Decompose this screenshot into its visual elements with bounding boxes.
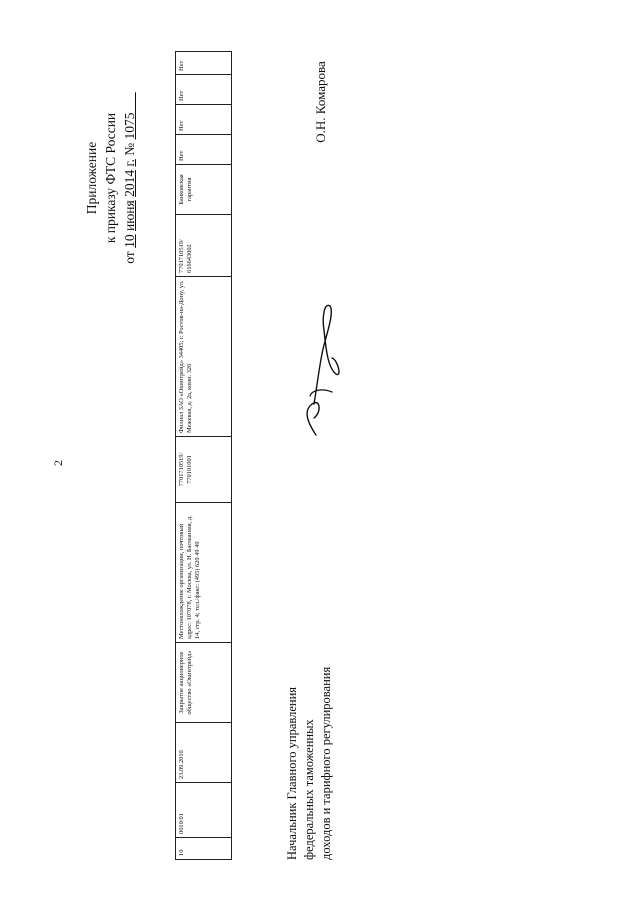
signatory-title-line-2: федеральных таможенных xyxy=(302,719,316,860)
cell-branch: Филиал ЗАО «Окинтрейд» 34405; г. Ростов-на-Дону, ул. Межевая, д. 2а, комн. 326 xyxy=(176,277,232,437)
signer-name: О.Н. Комарова xyxy=(313,61,328,143)
cell-reg-number: 0010/01 xyxy=(176,783,232,838)
cell-branch-inn-kpp: 7701710519/ 616643002 xyxy=(176,215,232,277)
cell-flag-1: Нет xyxy=(176,135,232,165)
cell-flag-2: Нет xyxy=(176,105,232,135)
annex-day: 10 xyxy=(122,234,137,248)
cell-guarantee: Банковская гарантия xyxy=(176,165,232,215)
annex-date-prefix: от xyxy=(122,251,137,264)
annex-number-prefix: № xyxy=(122,142,137,156)
cell-index: 10 xyxy=(176,838,232,860)
annex-year-suffix: г. xyxy=(122,159,137,167)
annex-month: июня xyxy=(122,200,137,232)
annex-number: 1075 xyxy=(122,112,137,140)
registry-table xyxy=(175,52,232,860)
annex-header xyxy=(82,58,142,298)
page-number: 2 xyxy=(51,460,65,466)
signatory-title-line-1: Начальник Главного управления xyxy=(285,686,299,860)
annex-date-line xyxy=(120,58,139,298)
annex-title: Приложение xyxy=(84,141,99,215)
cell-address: Местонахождение организации, почтовый адрес: 107078, г. Москва, ул. Н. Басманная, д. 14, стр. 4; тел./факс: (495) 620 49 49 xyxy=(176,503,232,643)
table-row xyxy=(176,52,232,860)
cell-org-form: Закрытое акционерное общество «Окинтрейд» xyxy=(176,643,232,723)
annex-year: 2014 xyxy=(122,169,137,197)
annex-order-ref: к приказу ФТС России xyxy=(103,112,118,244)
handwritten-signature xyxy=(298,300,348,440)
cell-inn-kpp: 7701710519/ 770101001 xyxy=(176,437,232,503)
cell-flag-4: Нет xyxy=(176,52,232,75)
signatory-title-line-3: доходов и тарифного регулирования xyxy=(319,666,333,860)
signatory-title xyxy=(284,600,340,860)
cell-date: 23.09.2010 xyxy=(176,723,232,783)
cell-flag-3: Нет xyxy=(176,75,232,105)
